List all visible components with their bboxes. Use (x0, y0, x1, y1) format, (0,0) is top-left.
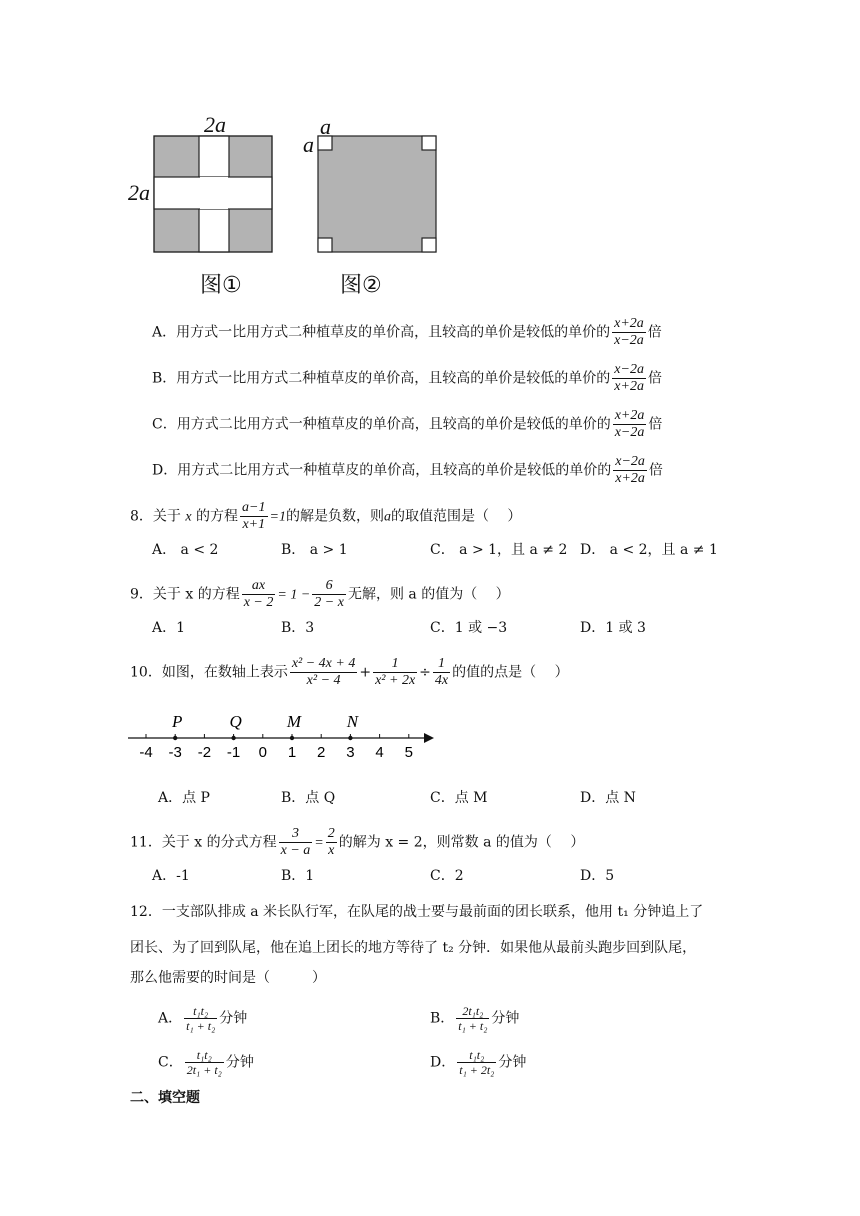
frac-num: t₁t₂ (185, 1048, 224, 1063)
frac-den: 2 − x (314, 595, 344, 610)
point-label: Q (229, 712, 242, 731)
q8-mid: 的方程 (196, 508, 239, 525)
frac-num: x−2a (614, 362, 644, 377)
option-letter: C． (152, 416, 177, 433)
q12-option-b (430, 1004, 519, 1033)
frac-den: x − a (280, 843, 311, 858)
option-tail: 倍 (648, 462, 663, 479)
frac-den: t₁ + t₂ (186, 1019, 216, 1033)
option-tail: 倍 (647, 324, 662, 341)
frac-num: 3 (279, 826, 313, 843)
q8-option-c: C． a > 1，且 a ≠ 2 (430, 542, 568, 558)
frac-den: 4x (434, 673, 449, 688)
point-label: M (286, 712, 302, 731)
option-tail: 分钟 (225, 1054, 254, 1071)
q10-option-a: A．点 P (158, 790, 210, 806)
frac-den: x² + 2x (375, 673, 416, 688)
option-tail: 分钟 (491, 1010, 520, 1027)
frac-num: 2t₁t₂ (456, 1004, 489, 1019)
frac-den: x (328, 843, 335, 858)
tick-label: 0 (258, 744, 267, 761)
option-letter: C． (158, 1054, 183, 1071)
option-tail: 分钟 (219, 1010, 248, 1027)
tick-label: 1 (287, 744, 297, 761)
q10-stem (130, 656, 569, 689)
q10-option-c: C．点 M (430, 790, 488, 806)
frac-den: 2t₁ + t₂ (186, 1063, 222, 1077)
frac-den: x−2a (614, 425, 645, 440)
frac-num: t₁t₂ (457, 1048, 496, 1063)
point-dot (348, 736, 352, 740)
section-title: 二、填空题 (130, 1090, 200, 1106)
q7-option-a (152, 316, 662, 349)
q10-prefix: 10．如图，在数轴上表示 (130, 664, 288, 681)
cross-shape-diagram (128, 112, 278, 262)
q12-line3: 那么他需要的时间是（ ） (130, 970, 326, 986)
axis-arrow-icon (424, 733, 434, 743)
fig2-left-label: a (303, 132, 314, 157)
point-label: P (172, 712, 183, 731)
q8-eq: =1 (269, 509, 286, 525)
q9-stem (130, 578, 510, 611)
option-text: 用方式一比用方式二种植草皮的单价高，且较高的单价是较低的单价的 (176, 370, 611, 387)
frac-den: x+2a (614, 379, 644, 394)
fig1-left-label: 2a (128, 180, 150, 205)
tick-label: -4 (139, 744, 153, 761)
fig2-top-label: a (320, 114, 331, 139)
fig1-top-label: 2a (204, 112, 226, 137)
option-text: 用方式二比用方式一种植草皮的单价高，且较高的单价是较低的单价的 (176, 416, 611, 433)
q8-var2: a (383, 509, 391, 525)
q11-stem (130, 826, 584, 859)
q7-option-c (152, 408, 662, 441)
frac-num: x+2a (614, 408, 645, 423)
q8-stem (130, 500, 521, 533)
q9-option-d: D．1 或 3 (580, 620, 646, 636)
point-dot (290, 736, 294, 740)
option-tail: 倍 (648, 416, 663, 433)
q11-prefix: 11．关于 x 的分式方程 (130, 834, 277, 851)
q11-eq: = (314, 835, 324, 851)
q12-option-c (158, 1048, 254, 1077)
tick-label: 4 (375, 744, 384, 761)
q9-option-c: C．1 或 −3 (430, 620, 508, 636)
option-letter: D． (152, 462, 178, 479)
q10-suffix: 的值的点是（ ） (452, 664, 569, 681)
option-letter: B． (152, 370, 177, 387)
q8-suffix2: 的取值范围是（ ） (390, 508, 522, 525)
q7-option-b (152, 362, 662, 395)
frac-den: t₁ + 2t₂ (459, 1063, 495, 1077)
q10-option-b: B．点 Q (281, 790, 336, 806)
option-letter: A． (158, 1010, 183, 1027)
q8-option-a: A． a < 2 (152, 542, 219, 558)
q11-suffix: 的解为 x = 2，则常数 a 的值为（ ） (338, 834, 585, 851)
point-dot (173, 736, 177, 740)
q9-option-a: A．1 (152, 620, 186, 636)
option-text: 用方式一比用方式二种植草皮的单价高，且较高的单价是较低的单价的 (176, 324, 611, 341)
frac-num: ax (242, 578, 276, 595)
number-line (124, 708, 444, 768)
q10-div: ÷ (419, 664, 431, 681)
q7-option-d (152, 454, 663, 487)
q10-option-d: D．点 N (580, 790, 636, 806)
point-label: N (346, 712, 359, 731)
q12-line2: 团长、为了回到队尾，他在追上团长的地方等待了 t₂ 分钟．如果他从最前头跑步回到队尾， (130, 940, 697, 956)
tick-label: -1 (226, 744, 241, 761)
option-tail: 分钟 (498, 1054, 527, 1071)
q8-prefix: 8．关于 (130, 508, 181, 525)
frac-den: x − 2 (243, 595, 274, 610)
q9-suffix: 无解，则 a 的值为（ ） (347, 586, 510, 603)
frac-num: t₁t₂ (184, 1004, 217, 1019)
q11-option-a: A．-1 (152, 868, 190, 884)
frac-den: x² − 4 (306, 673, 341, 688)
q9-option-b: B．3 (281, 620, 315, 636)
q11-option-d: D．5 (580, 868, 615, 884)
q8-var: x (185, 509, 192, 525)
frac-den: x+2a (615, 471, 645, 486)
tick-label: 2 (317, 744, 326, 761)
q9-prefix: 9．关于 x 的方程 (130, 586, 240, 603)
fig1-caption: 图① (200, 273, 242, 298)
q11-option-b: B．1 (281, 868, 315, 884)
q11-option-c: C．2 (430, 868, 464, 884)
frac-num: 2 (327, 826, 335, 841)
tick-label: 3 (346, 744, 355, 761)
frac-den: t₁ + t₂ (458, 1019, 488, 1033)
point-dot (231, 736, 235, 740)
q9-mid: = 1 − (277, 587, 311, 603)
frac-num: x² − 4x + 4 (291, 656, 356, 671)
frac-num: x+2a (614, 316, 644, 331)
q8-option-b: B． a > 1 (281, 542, 348, 558)
tick-label: -2 (197, 744, 212, 761)
q12-line1: 12．一支部队排成 a 米长队行军，在队尾的战士要与最前面的团长联系，他用 t₁ 分钟追上了 (130, 904, 704, 920)
frac-den: x−2a (614, 333, 644, 348)
tick-label: 5 (404, 744, 413, 761)
option-text: 用方式二比用方式一种植草皮的单价高，且较高的单价是较低的单价的 (177, 462, 612, 479)
option-letter: A． (152, 324, 177, 341)
frac-num: a−1 (242, 500, 266, 515)
q8-option-d: D． a < 2，且 a ≠ 1 (580, 542, 718, 558)
option-tail: 倍 (647, 370, 662, 387)
frac-num: 6 (312, 578, 346, 595)
tick-label: -3 (168, 744, 182, 761)
frac-num: x−2a (615, 454, 645, 469)
option-letter: B． (430, 1010, 455, 1027)
q8-suffix1: 的解是负数，则 (285, 508, 384, 525)
frac-num: 1 (373, 656, 417, 673)
figure-1 (128, 112, 278, 302)
fig2-caption: 图② (340, 273, 382, 298)
frac-num: 1 (433, 656, 450, 673)
frac-den: x+1 (242, 517, 266, 532)
q12-option-a (158, 1004, 247, 1033)
option-letter: D． (430, 1054, 456, 1071)
figure-2 (300, 112, 450, 302)
q10-plus: + (359, 664, 372, 681)
q12-option-d (430, 1048, 526, 1077)
